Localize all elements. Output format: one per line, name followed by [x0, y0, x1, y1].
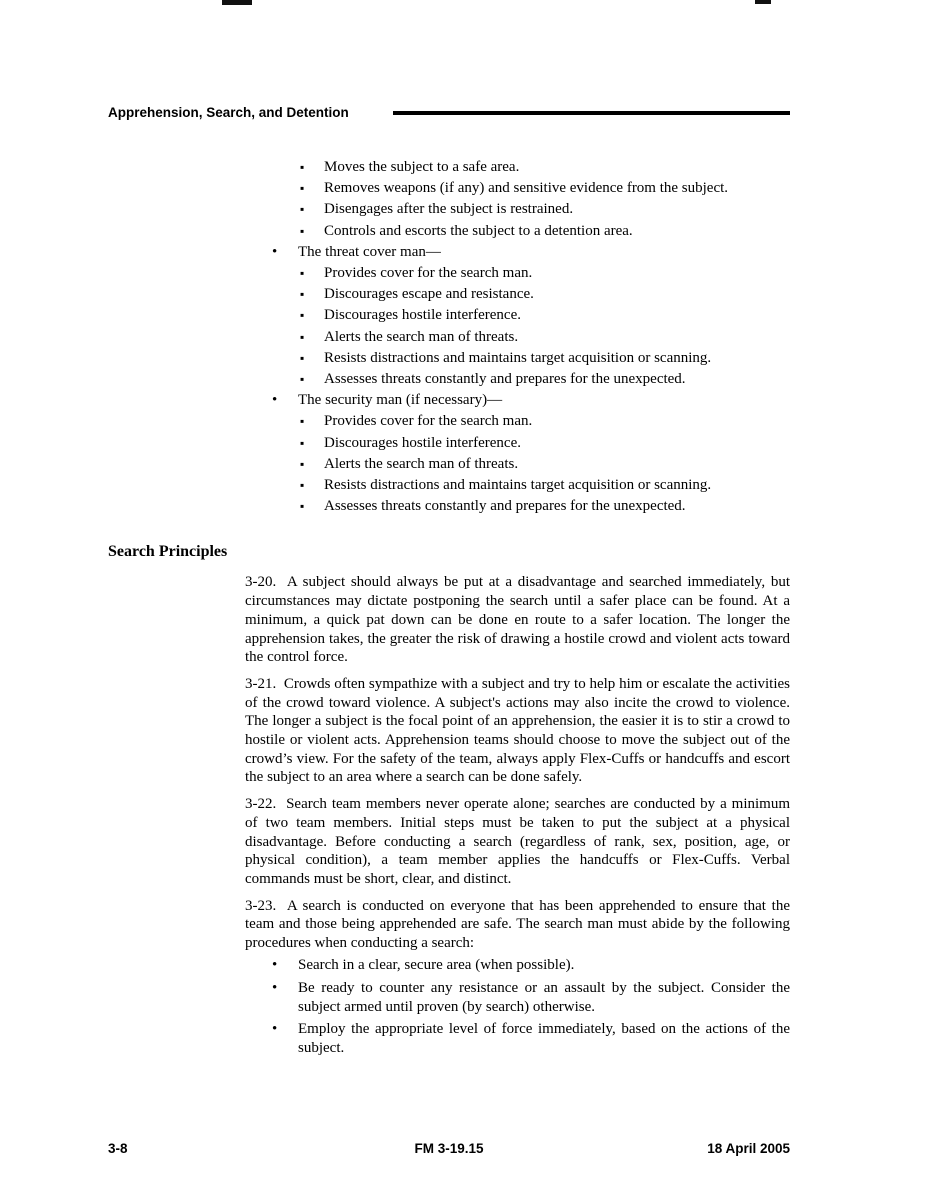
- footer-page-number: 3-8: [108, 1141, 128, 1156]
- list-item: [108, 979, 790, 1017]
- page-header: [108, 105, 790, 120]
- square-bullet-icon: ▪: [300, 181, 305, 196]
- list-item-text: Discourages hostile interference.: [324, 434, 521, 451]
- list-item: [108, 454, 790, 475]
- list-item-text: Moves the subject to a safe area.: [324, 159, 520, 175]
- scan-artifact: [755, 0, 771, 4]
- list-item: [108, 496, 790, 517]
- security-man-list: [108, 390, 790, 517]
- round-bullet-icon: •: [272, 392, 278, 409]
- square-bullet-icon: ▪: [300, 223, 305, 238]
- running-header-title: Apprehension, Search, and Detention: [108, 105, 349, 120]
- list-item-text: Controls and escorts the subject to a detention area.: [324, 222, 633, 239]
- scan-artifact: [222, 0, 252, 5]
- carryover-sublist: [108, 157, 790, 242]
- list-item-text: Disengages after the subject is restrained.: [324, 201, 574, 218]
- paragraph-3-21: 3-21. Crowds often sympathize with a subject and try to help him or escalate the activities of the crowd toward violence. A subject's actions may also incite the crowd to violence. The longer a subject is the focal point of an apprehension, the easier it is to stir a crowd to hostile or violent acts. Apprehension teams should choose to move the subject out of the crowd’s view. For the safety of the team, always apply Flex-Cuffs or handcuffs and escort the subject to an area where a search can be done safely.: [245, 675, 790, 786]
- list-item: [108, 157, 790, 178]
- header-rule: [393, 111, 790, 115]
- round-bullet-icon: •: [272, 1021, 278, 1038]
- list-item-text: Resists distractions and maintains target acquisition or scanning.: [324, 477, 712, 494]
- list-item-text: Removes weapons (if any) and sensitive evidence from the subject.: [324, 180, 729, 197]
- list-item-text: Resists distractions and maintains target acquisition or scanning.: [324, 349, 712, 366]
- square-bullet-icon: ▪: [300, 308, 305, 323]
- list-item: [108, 956, 790, 975]
- list-item-text: The security man (if necessary)—: [298, 392, 503, 409]
- list-item: [108, 348, 790, 369]
- round-bullet-icon: •: [272, 243, 278, 260]
- list-item-text: Search in a clear, secure area (when possible).: [298, 957, 575, 974]
- list-item-text: Alerts the search man of threats.: [324, 328, 519, 345]
- list-item: [108, 327, 790, 348]
- list-item-text: Provides cover for the search man.: [324, 265, 533, 282]
- threat-cover-man-list: [108, 242, 790, 390]
- square-bullet-icon: ▪: [300, 350, 305, 365]
- list-item-text: Discourages hostile interference.: [324, 307, 521, 324]
- list-item-text: Discourages escape and resistance.: [324, 286, 534, 303]
- list-item: [108, 263, 790, 284]
- square-bullet-icon: ▪: [300, 160, 305, 174]
- square-bullet-icon: ▪: [300, 202, 305, 217]
- page-footer: [108, 1141, 790, 1156]
- list-item: [108, 1020, 790, 1058]
- list-item-text: Be ready to counter any resistance or an assault by the subject. Consider the subject armed until proven (by search) otherwise.: [298, 979, 790, 1015]
- list-item-text: The threat cover man—: [298, 243, 441, 260]
- paragraph-3-23: 3-23. A search is conducted on everyone that has been apprehended to ensure that the team and those being apprehended are safe. The search man must abide by the following procedures when conducting a search:: [245, 897, 790, 952]
- square-bullet-icon: ▪: [300, 478, 305, 493]
- list-item: [108, 433, 790, 454]
- square-bullet-icon: ▪: [300, 266, 305, 281]
- list-item: [108, 369, 790, 390]
- square-bullet-icon: ▪: [300, 435, 305, 450]
- square-bullet-icon: ▪: [300, 414, 305, 429]
- list-item: [108, 390, 790, 411]
- list-item: [108, 411, 790, 432]
- square-bullet-icon: ▪: [300, 499, 305, 514]
- list-item: [108, 475, 790, 496]
- square-bullet-icon: ▪: [300, 287, 305, 302]
- search-procedures-list: [108, 956, 790, 1058]
- round-bullet-icon: •: [272, 979, 278, 996]
- footer-doc-number: FM 3-19.15: [414, 1141, 484, 1156]
- square-bullet-icon: ▪: [300, 372, 305, 387]
- square-bullet-icon: ▪: [300, 456, 305, 471]
- paragraph-3-22: 3-22. Search team members never operate alone; searches are conducted by a minimum of two team members. Initial steps must be taken to put the subject at a physical disadvantage. Before conducting a search (regardless of rank, sex, position, age, or physical condition), a team member applies the handcuffs or Flex-Cuffs. Verbal commands must be short, clear, and distinct.: [245, 796, 790, 887]
- section-heading: Search Principles: [108, 543, 228, 561]
- list-item: [108, 221, 790, 242]
- list-item: [108, 199, 790, 220]
- round-bullet-icon: •: [272, 957, 278, 974]
- list-item: [108, 178, 790, 199]
- footer-date: 18 April 2005: [707, 1141, 790, 1156]
- square-bullet-icon: ▪: [300, 329, 305, 344]
- list-item: [108, 284, 790, 305]
- list-item-text: Employ the appropriate level of force immediately, based on the actions of the subject.: [298, 1021, 790, 1057]
- list-item-text: Alerts the search man of threats.: [324, 455, 519, 472]
- page-body: [108, 157, 790, 1058]
- paragraph-3-20: 3-20. A subject should always be put at a disadvantage and searched immediately, but circumstances may dictate postponing the search until a safer place can be found. At a minimum, a quick pat down can be done en route to a safer location. The longer the apprehension takes, the greater the risk of drawing a hostile crowd and violent acts toward the control force.: [245, 574, 790, 666]
- list-item-text: Assesses threats constantly and prepares for the unexpected.: [324, 498, 686, 515]
- list-item-text: Provides cover for the search man.: [324, 413, 533, 430]
- list-item: [108, 305, 790, 326]
- list-item: [108, 242, 790, 263]
- list-item-text: Assesses threats constantly and prepares for the unexpected.: [324, 371, 686, 388]
